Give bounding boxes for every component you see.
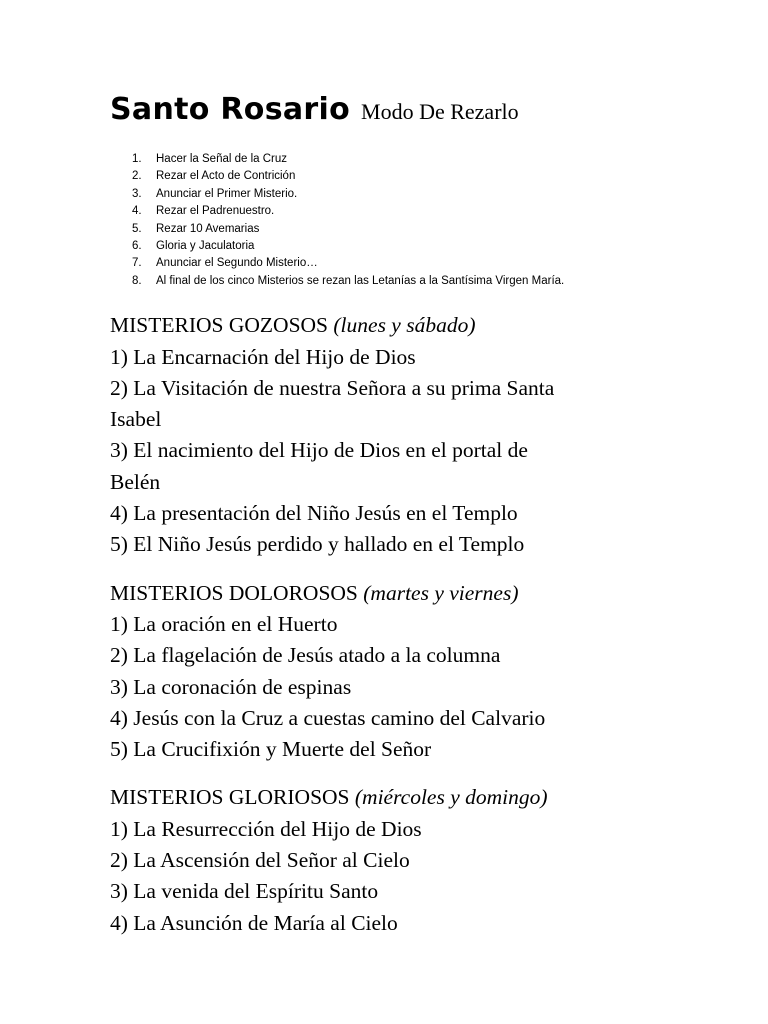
- mystery-line: 1) La Resurrección del Hijo de Dios: [110, 816, 422, 841]
- section-heading: [110, 782, 730, 813]
- heading-days: (lunes y sábado): [333, 313, 476, 338]
- list-item: [110, 203, 730, 220]
- dolorosos-section: [110, 578, 730, 766]
- step-text: Al final de los cinco Misterios se rezan las Letanías a la Santísima Virgen María.: [156, 274, 565, 287]
- section-heading: [110, 310, 730, 341]
- page-subtitle: Modo De Rezarlo: [361, 99, 519, 124]
- mystery-line: 1) La oración en el Huerto: [110, 611, 338, 636]
- step-text: Anunciar el Primer Misterio.: [156, 187, 298, 200]
- step-text: Gloria y Jaculatoria: [156, 240, 255, 253]
- step-number: 8.: [132, 274, 142, 287]
- step-number: 7.: [132, 257, 142, 270]
- page-title: Santo Rosario: [110, 92, 351, 127]
- mystery-line: 3) La venida del Espíritu Santo: [110, 879, 379, 904]
- mystery-line: 2) La Visitación de nuestra Señora a su prima Santa: [110, 375, 555, 400]
- heading-text: MISTERIOS DOLOROSOS: [110, 580, 358, 605]
- step-number: 4.: [132, 205, 142, 218]
- step-text: Rezar el Acto de Contrición: [156, 170, 296, 183]
- gozosos-section: [110, 310, 730, 560]
- list-item: [110, 221, 730, 238]
- step-text: Rezar el Padrenuestro.: [156, 205, 275, 218]
- list-item: [110, 151, 730, 168]
- step-text: Anunciar el Segundo Misterio…: [156, 257, 318, 270]
- mystery-line: 3) El nacimiento del Hijo de Dios en el portal de: [110, 438, 528, 463]
- mystery-line: 4) La Asunción de María al Cielo: [110, 910, 398, 935]
- section-heading: [110, 578, 730, 609]
- heading-text: MISTERIOS GOZOSOS: [110, 313, 329, 338]
- list-item: [110, 273, 730, 290]
- mystery-line: 5) El Niño Jesús perdido y hallado en el Templo: [110, 532, 525, 557]
- heading-days: (martes y viernes): [363, 580, 519, 605]
- heading-days: (miércoles y domingo): [354, 785, 548, 810]
- step-number: 2.: [132, 170, 142, 183]
- step-number: 5.: [132, 222, 142, 235]
- mystery-line: 2) La Ascensión del Señor al Cielo: [110, 848, 410, 872]
- step-text: Hacer la Señal de la Cruz: [156, 153, 288, 165]
- mystery-line: 3) La coronación de espinas: [110, 674, 352, 699]
- mystery-line: 4) La presentación del Niño Jesús en el Templo: [110, 501, 518, 526]
- step-number: 1.: [132, 153, 142, 165]
- list-item: [110, 168, 730, 185]
- mystery-line: 5) La Crucifixión y Muerte del Señor: [110, 737, 432, 762]
- heading-text: MISTERIOS GLORIOSOS: [110, 785, 350, 810]
- list-item: [110, 238, 730, 255]
- gloriosos-section: [110, 782, 730, 938]
- step-number: 6.: [132, 240, 142, 253]
- title-row: [110, 92, 730, 127]
- document-page: [110, 92, 730, 939]
- list-item: [110, 186, 730, 203]
- steps-list: [110, 151, 730, 290]
- mystery-line: 1) La Encarnación del Hijo de Dios: [110, 344, 416, 369]
- mystery-line: 4) Jesús con la Cruz a cuestas camino del Calvario: [110, 705, 546, 730]
- step-text: Rezar 10 Avemarias: [156, 222, 260, 235]
- step-number: 3.: [132, 187, 142, 200]
- mystery-line: Belén: [110, 469, 161, 494]
- list-item: [110, 255, 730, 272]
- mystery-line: Isabel: [110, 407, 162, 432]
- mystery-line: 2) La flagelación de Jesús atado a la columna: [110, 643, 501, 668]
